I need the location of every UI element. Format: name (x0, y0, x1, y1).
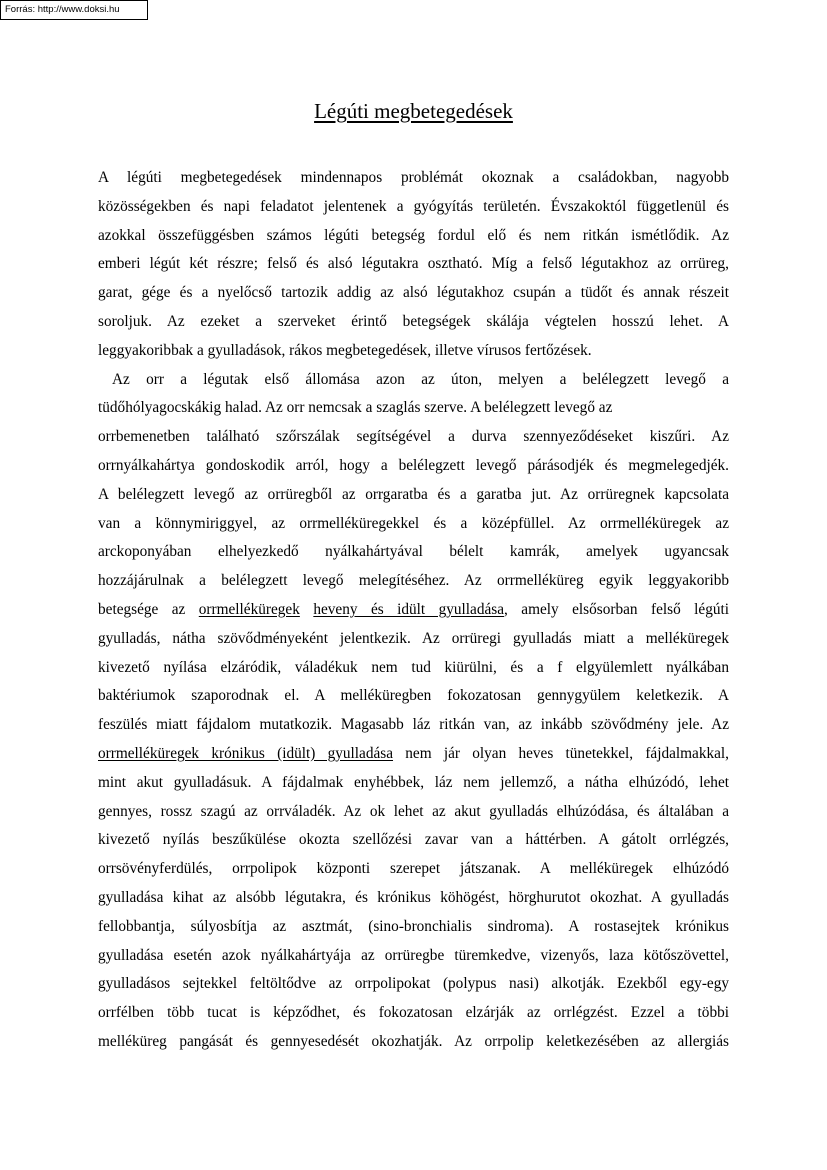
page-title: Légúti megbetegedések (314, 99, 513, 123)
underlined-term: orrmelléküregek (198, 600, 300, 618)
text-line: orrbemenetben található szőrszálak segítségével a durva szennyeződéseket kiszűri. Az (98, 428, 729, 446)
text-line: kivezető nyílása elzáródik, váladékuk nem tud kiürülni, és a f elgyülemlett nyálkában (98, 658, 729, 676)
text-line: A belélegzett levegő az orrüregből az orrgaratba és a garatba jut. Az orrüregnek kapcsolata (98, 485, 729, 503)
text-line: garat, gége és a nyelőcső tartozik addig az alsó légutakhoz csupán a tüdőt és annak részeit (98, 284, 729, 302)
text-line: arckoponyában elhelyezkedő nyálkahártyával bélelt kamrák, amelyek ugyancsak (98, 543, 729, 561)
text-line: leggyakoribbak a gyulladások, rákos megbetegedések, illetve vírusos fertőzések. (98, 341, 592, 359)
text-line: A légúti megbetegedések mindennapos problémát okoznak a családokban, nagyobb (98, 169, 729, 186)
text-line: fellobbantja, súlyosbítja az asztmát, (sino-bronchialis sindroma). A rostasejtek krónikus (98, 917, 729, 935)
text-line: kivezető nyílás beszűkülése okozta szellőzési zavar van a háttérben. A gátolt orrlégzés, (98, 831, 729, 849)
text-line: Az orr a légutak első állomása azon az úton, melyen a belélegzett levegő a (112, 370, 729, 388)
text-line: tüdőhólyagocskákig halad. Az orr nemcsak a szaglás szerve. A belélegzett levegő az (98, 399, 613, 417)
text-line: hozzájárulnak a belélegzett levegő melegítéséhez. Az orrmelléküreg egyik leggyakoribb (98, 572, 729, 590)
text-line: emberi légút két részre; felső és alsó légutakra osztható. Míg a felső légutakhoz az orrüreg, (98, 255, 729, 273)
text-span: , amely elsősorban felső légúti (504, 600, 729, 618)
text-line: orrfélben több tucat is képződhet, és fokozatosan elzárják az orrlégzést. Ezzel a többi (98, 1004, 729, 1022)
underlined-term: orrmelléküregek krónikus (idült) gyulladása (98, 744, 394, 762)
text-line (98, 740, 729, 769)
text-line: gyulladása kihat az alsóbb légutakra, és krónikus köhögést, hörghurutot okozhat. A gyulladás (98, 888, 729, 906)
text-span: nem jár olyan heves tünetekkel, fájdalmakkal, (393, 744, 729, 762)
text-line: baktériumok szaporodnak el. A melléküregben fokozatosan gennygyülem keletkezik. A (98, 687, 729, 705)
source-label[interactable]: Forrás: http://www.doksi.hu (0, 0, 148, 20)
text-line: orrsövényferdülés, orrpolipok központi szerepet játszanak. A melléküregek elhúzódó (98, 860, 729, 878)
text-line: feszülés miatt fájdalom mutatkozik. Magasabb láz ritkán van, az inkább szövődmény jele. Az (98, 716, 729, 734)
text-line: azokkal összefüggésben számos légúti betegség fordul elő és nem ritkán ismétlődik. Az (98, 226, 729, 244)
text-line: melléküreg pangását és gennyesedését okozhatják. Az orrpolip keletkezésében az allergiás (98, 1032, 729, 1050)
underlined-term: heveny és idült gyulladása (313, 600, 505, 618)
text-line: gennyes, rossz szagú az orrváladék. Az ok lehet az akut gyulladás elhúzódása, és általában a (98, 802, 729, 820)
text-line: gyulladásos sejtekkel feltöltődve az orrpolipokat (polypus nasi) alkotják. Ezekből egy-egy (98, 975, 729, 993)
text-line: gyulladása esetén azok nyálkahártyája az orrüregbe türemkedve, vizenyős, laza kötőszövettel, (98, 946, 729, 964)
text-line (98, 596, 729, 625)
text-line: van a könnymiriggyel, az orrmelléküregekkel és a középfüllel. Az orrmelléküregek az (98, 514, 729, 532)
text-line: közösségekben és napi feladatot jelentenek a gyógyítás területén. Évszakoktól függetlenül és (98, 197, 729, 215)
text-line: orrnyálkahártya gondoskodik arról, hogy a belélegzett levegő párásodjék és megmelegedjék. (98, 456, 729, 474)
text-span: betegsége az (98, 600, 199, 618)
body-text (98, 164, 729, 1057)
text-line: gyulladás, nátha szövődményeként jelentkezik. Az orrüregi gyulladás miatt a melléküregek (98, 629, 729, 647)
text-line: soroljuk. Az ezeket a szerveket érintő betegségek skálája végtelen hosszú lehet. A (98, 312, 729, 330)
text-line: mint akut gyulladásuk. A fájdalmak enyhébbek, láz nem jellemző, a nátha elhúzódó, lehet (98, 773, 729, 791)
text-span (300, 601, 313, 618)
